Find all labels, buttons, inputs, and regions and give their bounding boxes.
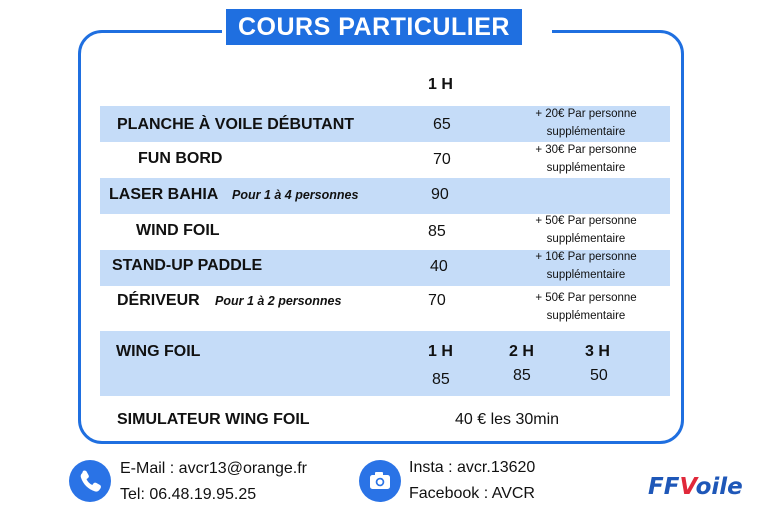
wing-foil-name: WING FOIL	[116, 343, 201, 360]
row-price: 40	[430, 258, 448, 275]
row-name: STAND-UP PADDLE	[112, 257, 263, 274]
row-price: 90	[431, 186, 449, 203]
phone-text: Tel: 06.48.19.95.25	[120, 486, 257, 503]
wing-duration: 1 H	[428, 343, 453, 360]
wing-price: 85	[513, 367, 531, 384]
row-note: + 30€ Par personne supplémentaire	[535, 144, 637, 174]
simulator-name: SIMULATEUR WING FOIL	[117, 411, 310, 428]
row-name: FUN BORD	[138, 150, 223, 167]
row-name: WIND FOIL	[136, 222, 220, 239]
email-text: E-Mail : avcr13@orange.fr	[120, 460, 307, 477]
facebook-text: Facebook : AVCR	[409, 485, 535, 502]
row-note: + 50€ Par personne supplémentaire	[535, 292, 637, 322]
wing-price: 85	[432, 371, 450, 388]
row-price: 65	[433, 116, 451, 133]
row-subtitle: Pour 1 à 4 personnes	[232, 188, 359, 202]
camera-icon	[359, 460, 401, 502]
row-note: + 20€ Par personne supplémentaire	[535, 108, 637, 138]
wing-duration: 3 H	[585, 343, 610, 360]
row-subtitle: Pour 1 à 2 personnes	[215, 294, 342, 308]
row-price: 70	[428, 292, 446, 309]
row-name: DÉRIVEUR	[117, 292, 200, 309]
insta-text: Insta : avcr.13620	[409, 459, 536, 476]
row-name: PLANCHE À VOILE DÉBUTANT	[117, 116, 355, 133]
column-header-1h: 1 H	[428, 76, 453, 93]
wing-price: 50	[590, 367, 608, 384]
row-price: 70	[433, 151, 451, 168]
row-price: 85	[428, 223, 446, 240]
phone-icon	[69, 460, 111, 502]
wing-duration: 2 H	[509, 343, 534, 360]
row-note: + 10€ Par personne supplémentaire	[535, 251, 637, 281]
page-title: COURS PARTICULIER	[226, 9, 522, 45]
simulator-price: 40 € les 30min	[455, 411, 560, 428]
wing-band	[100, 331, 670, 396]
row-name: LASER BAHIA	[109, 186, 219, 203]
ffvoile-logo: FFVoile	[648, 474, 743, 500]
row-note: + 50€ Par personne supplémentaire	[535, 215, 637, 245]
